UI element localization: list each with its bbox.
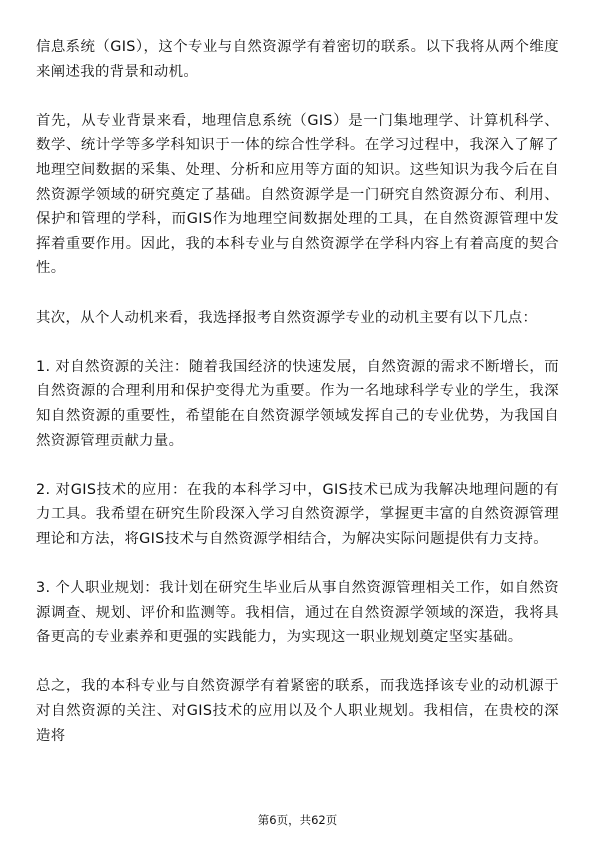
document-body (36, 35, 559, 773)
paragraph-intro: 信息系统（GIS），这个专业与自然资源学有着密切的联系。以下我将从两个维度来阐述我的背景和动机。 (36, 39, 559, 80)
paragraph-point-1: 1. 对自然资源的关注：随着我国经济的快速发展，自然资源的需求不断增长，而自然资源的合理利用和保护变得尤为重要。作为一名地球科学专业的学生，我深知自然资源的重要性，希望能在自然资源学领域发挥自己的专业优势，为我国自然资源管理贡献力量。 (36, 358, 559, 449)
paragraph-conclusion: 总之，我的本科专业与自然资源学有着紧密的联系，而我选择该专业的动机源于对自然资源的关注、对GIS技术的应用以及个人职业规划。我相信，在贵校的深造将 (36, 678, 559, 744)
page-number-footer: 第6页，共62页 (257, 813, 338, 827)
paragraph-personal-motivation: 其次，从个人动机来看，我选择报考自然资源学专业的动机主要有以下几点： (36, 309, 538, 326)
paragraph-professional-background: 首先，从专业背景来看，地理信息系统（GIS）是一门集地理学、计算机科学、数学、统计学等多学科知识于一体的综合性学科。在学习过程中，我深入了解了地理空间数据的采集、处理、分析和应用等方面的知识。这些知识为我今后在自然资源学领域的研究奠定了基础。自然资源学是一门研究自然资源分布、利用、保护和管理的学科，而GIS作为地理空间数据处理的工具，在自然资源管理中发挥着重要作用。因此，我的本科专业与自然资源学在学科内容上有着高度的契合性。 (36, 112, 559, 277)
paragraph-point-2: 2. 对GIS技术的应用：在我的本科学习中，GIS技术已成为我解决地理问题的有力工具。我希望在研究生阶段深入学习自然资源学，掌握更丰富的自然资源管理理论和方法，将GIS技术与自然资源学相结合，为解决实际问题提供有力支持。 (36, 481, 559, 547)
paragraph-point-3: 3. 个人职业规划：我计划在研究生毕业后从事自然资源管理相关工作，如自然资源调查、规划、评价和监测等。我相信，通过在自然资源学领域的深造，我将具备更高的专业素养和更强的实践能力，为实现这一职业规划奠定坚实基础。 (36, 580, 559, 646)
